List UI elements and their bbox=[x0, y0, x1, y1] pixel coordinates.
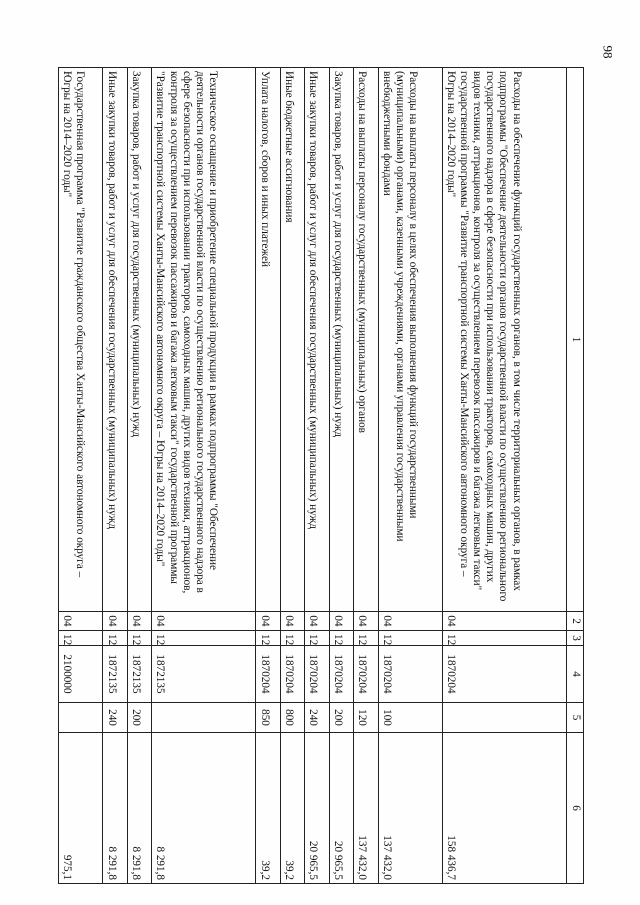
row-target-article: 1870204 bbox=[354, 646, 378, 703]
row-section-code: 04 bbox=[152, 612, 256, 631]
column-header: 6 bbox=[567, 733, 584, 884]
row-description: Государственная программа "Развитие гражданского общества Ханты-Мансийского автономного округа – Югры на 2014–2020 годы" bbox=[59, 68, 104, 612]
row-expense-type: 240 bbox=[103, 703, 127, 733]
row-description: Закупка товаров, работ и услуг для государственных (муниципальных) нужд bbox=[127, 68, 151, 612]
row-section-code: 04 bbox=[443, 612, 567, 631]
row-amount: 39,2 bbox=[280, 733, 304, 884]
row-amount: 137 432,0 bbox=[354, 733, 378, 884]
row-target-article: 1870204 bbox=[443, 646, 567, 703]
table-row bbox=[103, 68, 127, 884]
budget-table bbox=[58, 67, 584, 884]
table-row bbox=[152, 68, 256, 884]
table-row bbox=[329, 68, 353, 884]
row-description: Иные закупки товаров, работ и услуг для обеспечения государственных (муниципальных) нужд bbox=[305, 68, 329, 612]
row-section-code: 04 bbox=[103, 612, 127, 631]
row-description: Уплата налогов, сборов и иных платежей bbox=[256, 68, 280, 612]
table-row bbox=[280, 68, 304, 884]
row-amount: 20 965,5 bbox=[329, 733, 353, 884]
row-expense-type: 200 bbox=[329, 703, 353, 733]
row-description: Иные закупки товаров, работ и услуг для обеспечения государственных (муниципальных) нужд bbox=[103, 68, 127, 612]
table-row bbox=[443, 68, 567, 884]
row-expense-type: 120 bbox=[354, 703, 378, 733]
page-number: 98 bbox=[600, 45, 616, 59]
row-section-code: 04 bbox=[329, 612, 353, 631]
row-amount: 8 291,8 bbox=[127, 733, 151, 884]
table-row bbox=[59, 68, 104, 884]
row-expense-type: 800 bbox=[280, 703, 304, 733]
row-section-code: 04 bbox=[127, 612, 151, 631]
column-header: 2 bbox=[567, 612, 584, 631]
row-description: Расходы на обеспечение функций государственных органов, в том числе территориальных органов, в рамках подпрограммы "Обеспечение деятельности органов государственной власти по осуществлению регионального государственного надзора в сфере безопасности при использовании тракторов, самоходных машин, других видов техники, аттракционов, контроля за осуществлением перевозок пассажиров и багажа легковым такси" государственной программы "Развитие транспортной системы Ханты-Мансийского автономного округа – Югры на 2014–2020 годы" bbox=[443, 68, 567, 612]
row-section-code: 04 bbox=[378, 612, 442, 631]
row-target-article: 1870204 bbox=[280, 646, 304, 703]
row-section-code: 04 bbox=[354, 612, 378, 631]
row-amount: 20 965,5 bbox=[305, 733, 329, 884]
row-amount: 8 291,8 bbox=[103, 733, 127, 884]
row-target-article: 1870204 bbox=[305, 646, 329, 703]
row-description: Техническое оснащение и приобретение специальной продукции в рамках подпрограммы "Обеспечение деятельности органов государственной власти по осуществлению регионального государственного надзора в сфере безопасности при использовании тракторов, самоходных машин, других видов техники, аттракционов, контроля за осуществлением перевозок пассажиров и багажа легковым такси" государственной программы "Развитие транспортной системы Ханты-Мансийского автономного округа – Югры на 2014–2020 годы" bbox=[152, 68, 256, 612]
column-header: 4 bbox=[567, 646, 584, 703]
row-subsection-code: 12 bbox=[329, 631, 353, 646]
row-subsection-code: 12 bbox=[103, 631, 127, 646]
row-section-code: 04 bbox=[59, 612, 104, 631]
row-amount: 158 436,7 bbox=[443, 733, 567, 884]
row-amount: 8 291,8 bbox=[152, 733, 256, 884]
row-target-article: 2100000 bbox=[59, 646, 104, 703]
row-amount: 39,2 bbox=[256, 733, 280, 884]
row-description: Расходы на выплаты персоналу государственных (муниципальных) органов bbox=[354, 68, 378, 612]
table-header-row bbox=[567, 68, 584, 884]
column-header: 5 bbox=[567, 703, 584, 733]
row-subsection-code: 12 bbox=[305, 631, 329, 646]
row-section-code: 04 bbox=[280, 612, 304, 631]
row-amount: 975,1 bbox=[59, 733, 104, 884]
column-header: 1 bbox=[567, 68, 584, 612]
row-subsection-code: 12 bbox=[280, 631, 304, 646]
row-section-code: 04 bbox=[305, 612, 329, 631]
row-subsection-code: 12 bbox=[378, 631, 442, 646]
row-expense-type: 240 bbox=[305, 703, 329, 733]
row-target-article: 1870204 bbox=[378, 646, 442, 703]
row-expense-type: 200 bbox=[127, 703, 151, 733]
row-expense-type: 100 bbox=[378, 703, 442, 733]
row-expense-type bbox=[443, 703, 567, 733]
row-target-article: 1870204 bbox=[329, 646, 353, 703]
row-subsection-code: 12 bbox=[443, 631, 567, 646]
row-section-code: 04 bbox=[256, 612, 280, 631]
row-subsection-code: 12 bbox=[59, 631, 104, 646]
row-target-article: 1872135 bbox=[103, 646, 127, 703]
column-header: 3 bbox=[567, 631, 584, 646]
row-description: Иные бюджетные ассигнования bbox=[280, 68, 304, 612]
row-description: Расходы на выплаты персоналу в целях обеспечения выполнения функций государственными (муниципальными) органами, казенными учреждениями, органами управления государственными внебюджетными фондами bbox=[378, 68, 442, 612]
row-subsection-code: 12 bbox=[256, 631, 280, 646]
table-row bbox=[305, 68, 329, 884]
row-target-article: 1872135 bbox=[127, 646, 151, 703]
rotated-table-container bbox=[58, 67, 584, 883]
row-target-article: 1870204 bbox=[256, 646, 280, 703]
row-expense-type bbox=[152, 703, 256, 733]
table-row bbox=[378, 68, 442, 884]
table-row bbox=[354, 68, 378, 884]
row-expense-type: 850 bbox=[256, 703, 280, 733]
table-row bbox=[127, 68, 151, 884]
row-subsection-code: 12 bbox=[354, 631, 378, 646]
row-amount: 137 432,0 bbox=[378, 733, 442, 884]
row-subsection-code: 12 bbox=[127, 631, 151, 646]
table-row bbox=[256, 68, 280, 884]
row-description: Закупка товаров, работ и услуг для государственных (муниципальных) нужд bbox=[329, 68, 353, 612]
row-subsection-code: 12 bbox=[152, 631, 256, 646]
row-expense-type bbox=[59, 703, 104, 733]
row-target-article: 1872135 bbox=[152, 646, 256, 703]
